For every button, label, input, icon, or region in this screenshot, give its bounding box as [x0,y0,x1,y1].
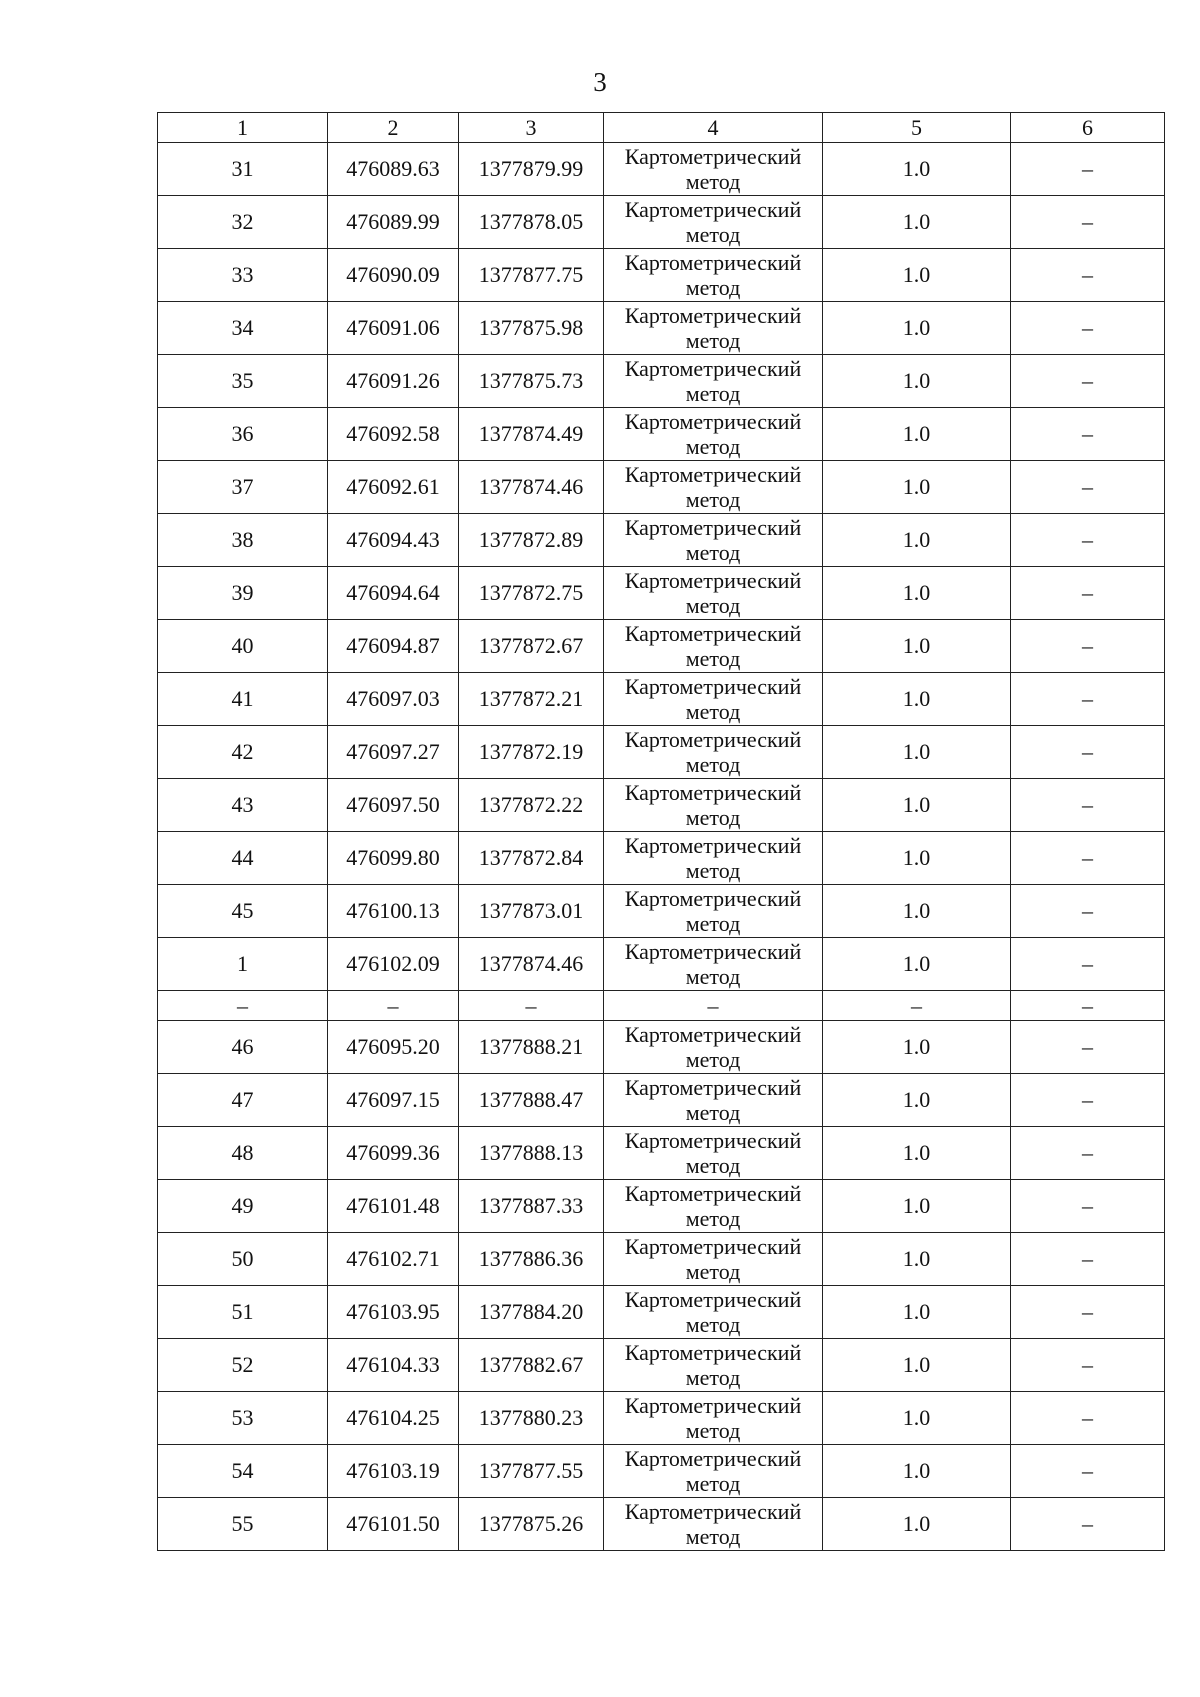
point-number-cell: 43 [158,779,328,832]
point-number-cell: 32 [158,196,328,249]
coordinates-table [157,112,1165,1551]
method-text: Картометрический метод [624,939,802,989]
note-cell: – [1011,302,1165,355]
note-cell: – [1011,620,1165,673]
y-coordinate-cell: 1377880.23 [459,1392,604,1445]
method-cell [604,355,823,408]
accuracy-cell: 1.0 [823,1392,1011,1445]
table-row [158,1339,1165,1392]
column-number-row [158,113,1165,143]
accuracy-cell: 1.0 [823,1021,1011,1074]
point-number-cell: 37 [158,461,328,514]
note-cell: – [1011,1498,1165,1551]
accuracy-cell: 1.0 [823,461,1011,514]
method-text: Картометрический метод [624,1446,802,1496]
table-row [158,408,1165,461]
table-row [158,673,1165,726]
accuracy-cell: 1.0 [823,779,1011,832]
method-cell [604,832,823,885]
note-cell: – [1011,355,1165,408]
point-number-cell: 44 [158,832,328,885]
x-coordinate-cell: 476089.99 [328,196,459,249]
y-coordinate-cell: 1377872.75 [459,567,604,620]
y-coordinate-cell: 1377873.01 [459,885,604,938]
method-text: Картометрический метод [624,356,802,406]
x-coordinate-cell: 476102.71 [328,1233,459,1286]
table-row [158,514,1165,567]
method-cell [604,1074,823,1127]
y-coordinate-cell: 1377875.98 [459,302,604,355]
table-row [158,1021,1165,1074]
x-coordinate-cell: 476097.03 [328,673,459,726]
point-number-cell: 1 [158,938,328,991]
note-cell: – [1011,196,1165,249]
accuracy-cell: 1.0 [823,196,1011,249]
y-coordinate-cell: 1377872.19 [459,726,604,779]
method-cell [604,249,823,302]
point-number-cell: 47 [158,1074,328,1127]
y-coordinate-cell: 1377874.49 [459,408,604,461]
note-cell: – [1011,1127,1165,1180]
point-number-cell: – [158,991,328,1021]
column-number-5: 5 [823,113,1011,143]
point-number-cell: 34 [158,302,328,355]
note-cell: – [1011,779,1165,832]
method-text: Картометрический метод [624,462,802,512]
accuracy-cell: 1.0 [823,620,1011,673]
point-number-cell: 46 [158,1021,328,1074]
table-row [158,938,1165,991]
note-cell: – [1011,1233,1165,1286]
note-cell: – [1011,1074,1165,1127]
note-cell: – [1011,1392,1165,1445]
point-number-cell: 53 [158,1392,328,1445]
table-row [158,1286,1165,1339]
method-cell [604,938,823,991]
x-coordinate-cell: 476099.36 [328,1127,459,1180]
method-text: Картометрический метод [624,1075,802,1125]
y-coordinate-cell: 1377875.26 [459,1498,604,1551]
accuracy-cell: 1.0 [823,832,1011,885]
table-row [158,620,1165,673]
y-coordinate-cell: 1377888.47 [459,1074,604,1127]
table-row [158,1392,1165,1445]
x-coordinate-cell: 476097.15 [328,1074,459,1127]
method-text: Картометрический метод [624,250,802,300]
method-cell [604,779,823,832]
table-row [158,1233,1165,1286]
y-coordinate-cell: 1377875.73 [459,355,604,408]
y-coordinate-cell: – [459,991,604,1021]
table-row [158,196,1165,249]
method-text: Картометрический метод [624,727,802,777]
method-cell [604,567,823,620]
point-number-cell: 51 [158,1286,328,1339]
y-coordinate-cell: 1377872.67 [459,620,604,673]
y-coordinate-cell: 1377884.20 [459,1286,604,1339]
method-text: Картометрический метод [624,568,802,618]
point-number-cell: 49 [158,1180,328,1233]
accuracy-cell: 1.0 [823,143,1011,196]
table-row [158,1074,1165,1127]
y-coordinate-cell: 1377872.22 [459,779,604,832]
method-text: Картометрический метод [624,1340,802,1390]
method-text: Картометрический метод [624,833,802,883]
method-text: Картометрический метод [624,674,802,724]
accuracy-cell: 1.0 [823,938,1011,991]
point-number-cell: 38 [158,514,328,567]
method-cell [604,1445,823,1498]
table-row [158,1127,1165,1180]
accuracy-cell: 1.0 [823,302,1011,355]
x-coordinate-cell: 476097.27 [328,726,459,779]
point-number-cell: 55 [158,1498,328,1551]
table-row [158,567,1165,620]
accuracy-cell: 1.0 [823,1286,1011,1339]
column-number-6: 6 [1011,113,1165,143]
point-number-cell: 31 [158,143,328,196]
method-cell [604,1498,823,1551]
note-cell: – [1011,1286,1165,1339]
x-coordinate-cell: 476092.61 [328,461,459,514]
note-cell: – [1011,673,1165,726]
y-coordinate-cell: 1377878.05 [459,196,604,249]
x-coordinate-cell: 476100.13 [328,885,459,938]
method-text: Картометрический метод [624,1022,802,1072]
point-number-cell: 36 [158,408,328,461]
column-number-2: 2 [328,113,459,143]
x-coordinate-cell: 476094.87 [328,620,459,673]
accuracy-cell: 1.0 [823,1498,1011,1551]
method-cell [604,461,823,514]
y-coordinate-cell: 1377872.89 [459,514,604,567]
table-row [158,249,1165,302]
note-cell: – [1011,1339,1165,1392]
method-text: Картометрический метод [624,1181,802,1231]
method-cell [604,408,823,461]
method-text: Картометрический метод [624,621,802,671]
table-row [158,1180,1165,1233]
x-coordinate-cell: 476101.50 [328,1498,459,1551]
point-number-cell: 48 [158,1127,328,1180]
method-cell [604,673,823,726]
x-coordinate-cell: 476097.50 [328,779,459,832]
point-number-cell: 45 [158,885,328,938]
method-text: Картометрический метод [624,1499,802,1549]
x-coordinate-cell: 476104.25 [328,1392,459,1445]
method-text: Картометрический метод [624,1234,802,1284]
y-coordinate-cell: 1377872.84 [459,832,604,885]
y-coordinate-cell: 1377887.33 [459,1180,604,1233]
x-coordinate-cell: 476103.95 [328,1286,459,1339]
method-text: Картометрический метод [624,515,802,565]
x-coordinate-cell: 476094.43 [328,514,459,567]
table-row [158,779,1165,832]
accuracy-cell: 1.0 [823,673,1011,726]
y-coordinate-cell: 1377874.46 [459,938,604,991]
note-cell: – [1011,1445,1165,1498]
method-cell [604,885,823,938]
x-coordinate-cell: 476104.33 [328,1339,459,1392]
point-number-cell: 35 [158,355,328,408]
note-cell: – [1011,461,1165,514]
method-cell [604,1021,823,1074]
method-cell [604,196,823,249]
accuracy-cell: 1.0 [823,249,1011,302]
accuracy-cell: 1.0 [823,726,1011,779]
point-number-cell: 42 [158,726,328,779]
y-coordinate-cell: 1377886.36 [459,1233,604,1286]
y-coordinate-cell: 1377877.55 [459,1445,604,1498]
note-cell: – [1011,408,1165,461]
note-cell: – [1011,567,1165,620]
note-cell: – [1011,885,1165,938]
point-number-cell: 33 [158,249,328,302]
method-text: Картометрический метод [624,197,802,247]
x-coordinate-cell: 476089.63 [328,143,459,196]
column-number-3: 3 [459,113,604,143]
page-number: 3 [593,67,607,97]
method-text: Картометрический метод [624,144,802,194]
accuracy-cell: 1.0 [823,355,1011,408]
method-cell [604,1127,823,1180]
method-cell [604,1180,823,1233]
y-coordinate-cell: 1377872.21 [459,673,604,726]
method-cell [604,143,823,196]
x-coordinate-cell: 476101.48 [328,1180,459,1233]
note-cell: – [1011,991,1165,1021]
x-coordinate-cell: 476099.80 [328,832,459,885]
point-number-cell: 54 [158,1445,328,1498]
y-coordinate-cell: 1377888.21 [459,1021,604,1074]
note-cell: – [1011,1180,1165,1233]
accuracy-cell: 1.0 [823,1233,1011,1286]
note-cell: – [1011,249,1165,302]
y-coordinate-cell: 1377877.75 [459,249,604,302]
table-row [158,302,1165,355]
accuracy-cell: 1.0 [823,1445,1011,1498]
method-cell [604,1339,823,1392]
column-number-4: 4 [604,113,823,143]
accuracy-cell: 1.0 [823,408,1011,461]
method-text: Картометрический метод [624,1393,802,1443]
accuracy-cell: 1.0 [823,1180,1011,1233]
method-text: Картометрический метод [624,303,802,353]
y-coordinate-cell: 1377874.46 [459,461,604,514]
y-coordinate-cell: 1377888.13 [459,1127,604,1180]
method-cell [604,1286,823,1339]
method-text: Картометрический метод [624,886,802,936]
note-cell: – [1011,832,1165,885]
accuracy-cell: 1.0 [823,514,1011,567]
note-cell: – [1011,938,1165,991]
accuracy-cell: 1.0 [823,1339,1011,1392]
separator-row [158,991,1165,1021]
accuracy-cell: 1.0 [823,1127,1011,1180]
method-cell [604,726,823,779]
x-coordinate-cell: 476091.06 [328,302,459,355]
method-cell [604,1233,823,1286]
method-text: Картометрический метод [624,780,802,830]
table-row [158,885,1165,938]
method-text: Картометрический метод [624,1287,802,1337]
table-body [158,113,1165,1551]
x-coordinate-cell: 476103.19 [328,1445,459,1498]
point-number-cell: 50 [158,1233,328,1286]
note-cell: – [1011,1021,1165,1074]
x-coordinate-cell: – [328,991,459,1021]
table-row [158,1445,1165,1498]
note-cell: – [1011,514,1165,567]
x-coordinate-cell: 476102.09 [328,938,459,991]
method-cell [604,1392,823,1445]
accuracy-cell: – [823,991,1011,1021]
note-cell: – [1011,726,1165,779]
accuracy-cell: 1.0 [823,567,1011,620]
x-coordinate-cell: 476092.58 [328,408,459,461]
table-row [158,143,1165,196]
y-coordinate-cell: 1377879.99 [459,143,604,196]
column-number-1: 1 [158,113,328,143]
table-row [158,726,1165,779]
accuracy-cell: 1.0 [823,1074,1011,1127]
table-row [158,1498,1165,1551]
method-cell [604,302,823,355]
method-cell: – [604,991,823,1021]
x-coordinate-cell: 476091.26 [328,355,459,408]
point-number-cell: 52 [158,1339,328,1392]
method-cell [604,620,823,673]
x-coordinate-cell: 476090.09 [328,249,459,302]
table-row [158,832,1165,885]
x-coordinate-cell: 476095.20 [328,1021,459,1074]
table-row [158,355,1165,408]
x-coordinate-cell: 476094.64 [328,567,459,620]
point-number-cell: 39 [158,567,328,620]
point-number-cell: 40 [158,620,328,673]
note-cell: – [1011,143,1165,196]
method-text: Картометрический метод [624,409,802,459]
method-cell [604,514,823,567]
accuracy-cell: 1.0 [823,885,1011,938]
point-number-cell: 41 [158,673,328,726]
table-row [158,461,1165,514]
method-text: Картометрический метод [624,1128,802,1178]
y-coordinate-cell: 1377882.67 [459,1339,604,1392]
